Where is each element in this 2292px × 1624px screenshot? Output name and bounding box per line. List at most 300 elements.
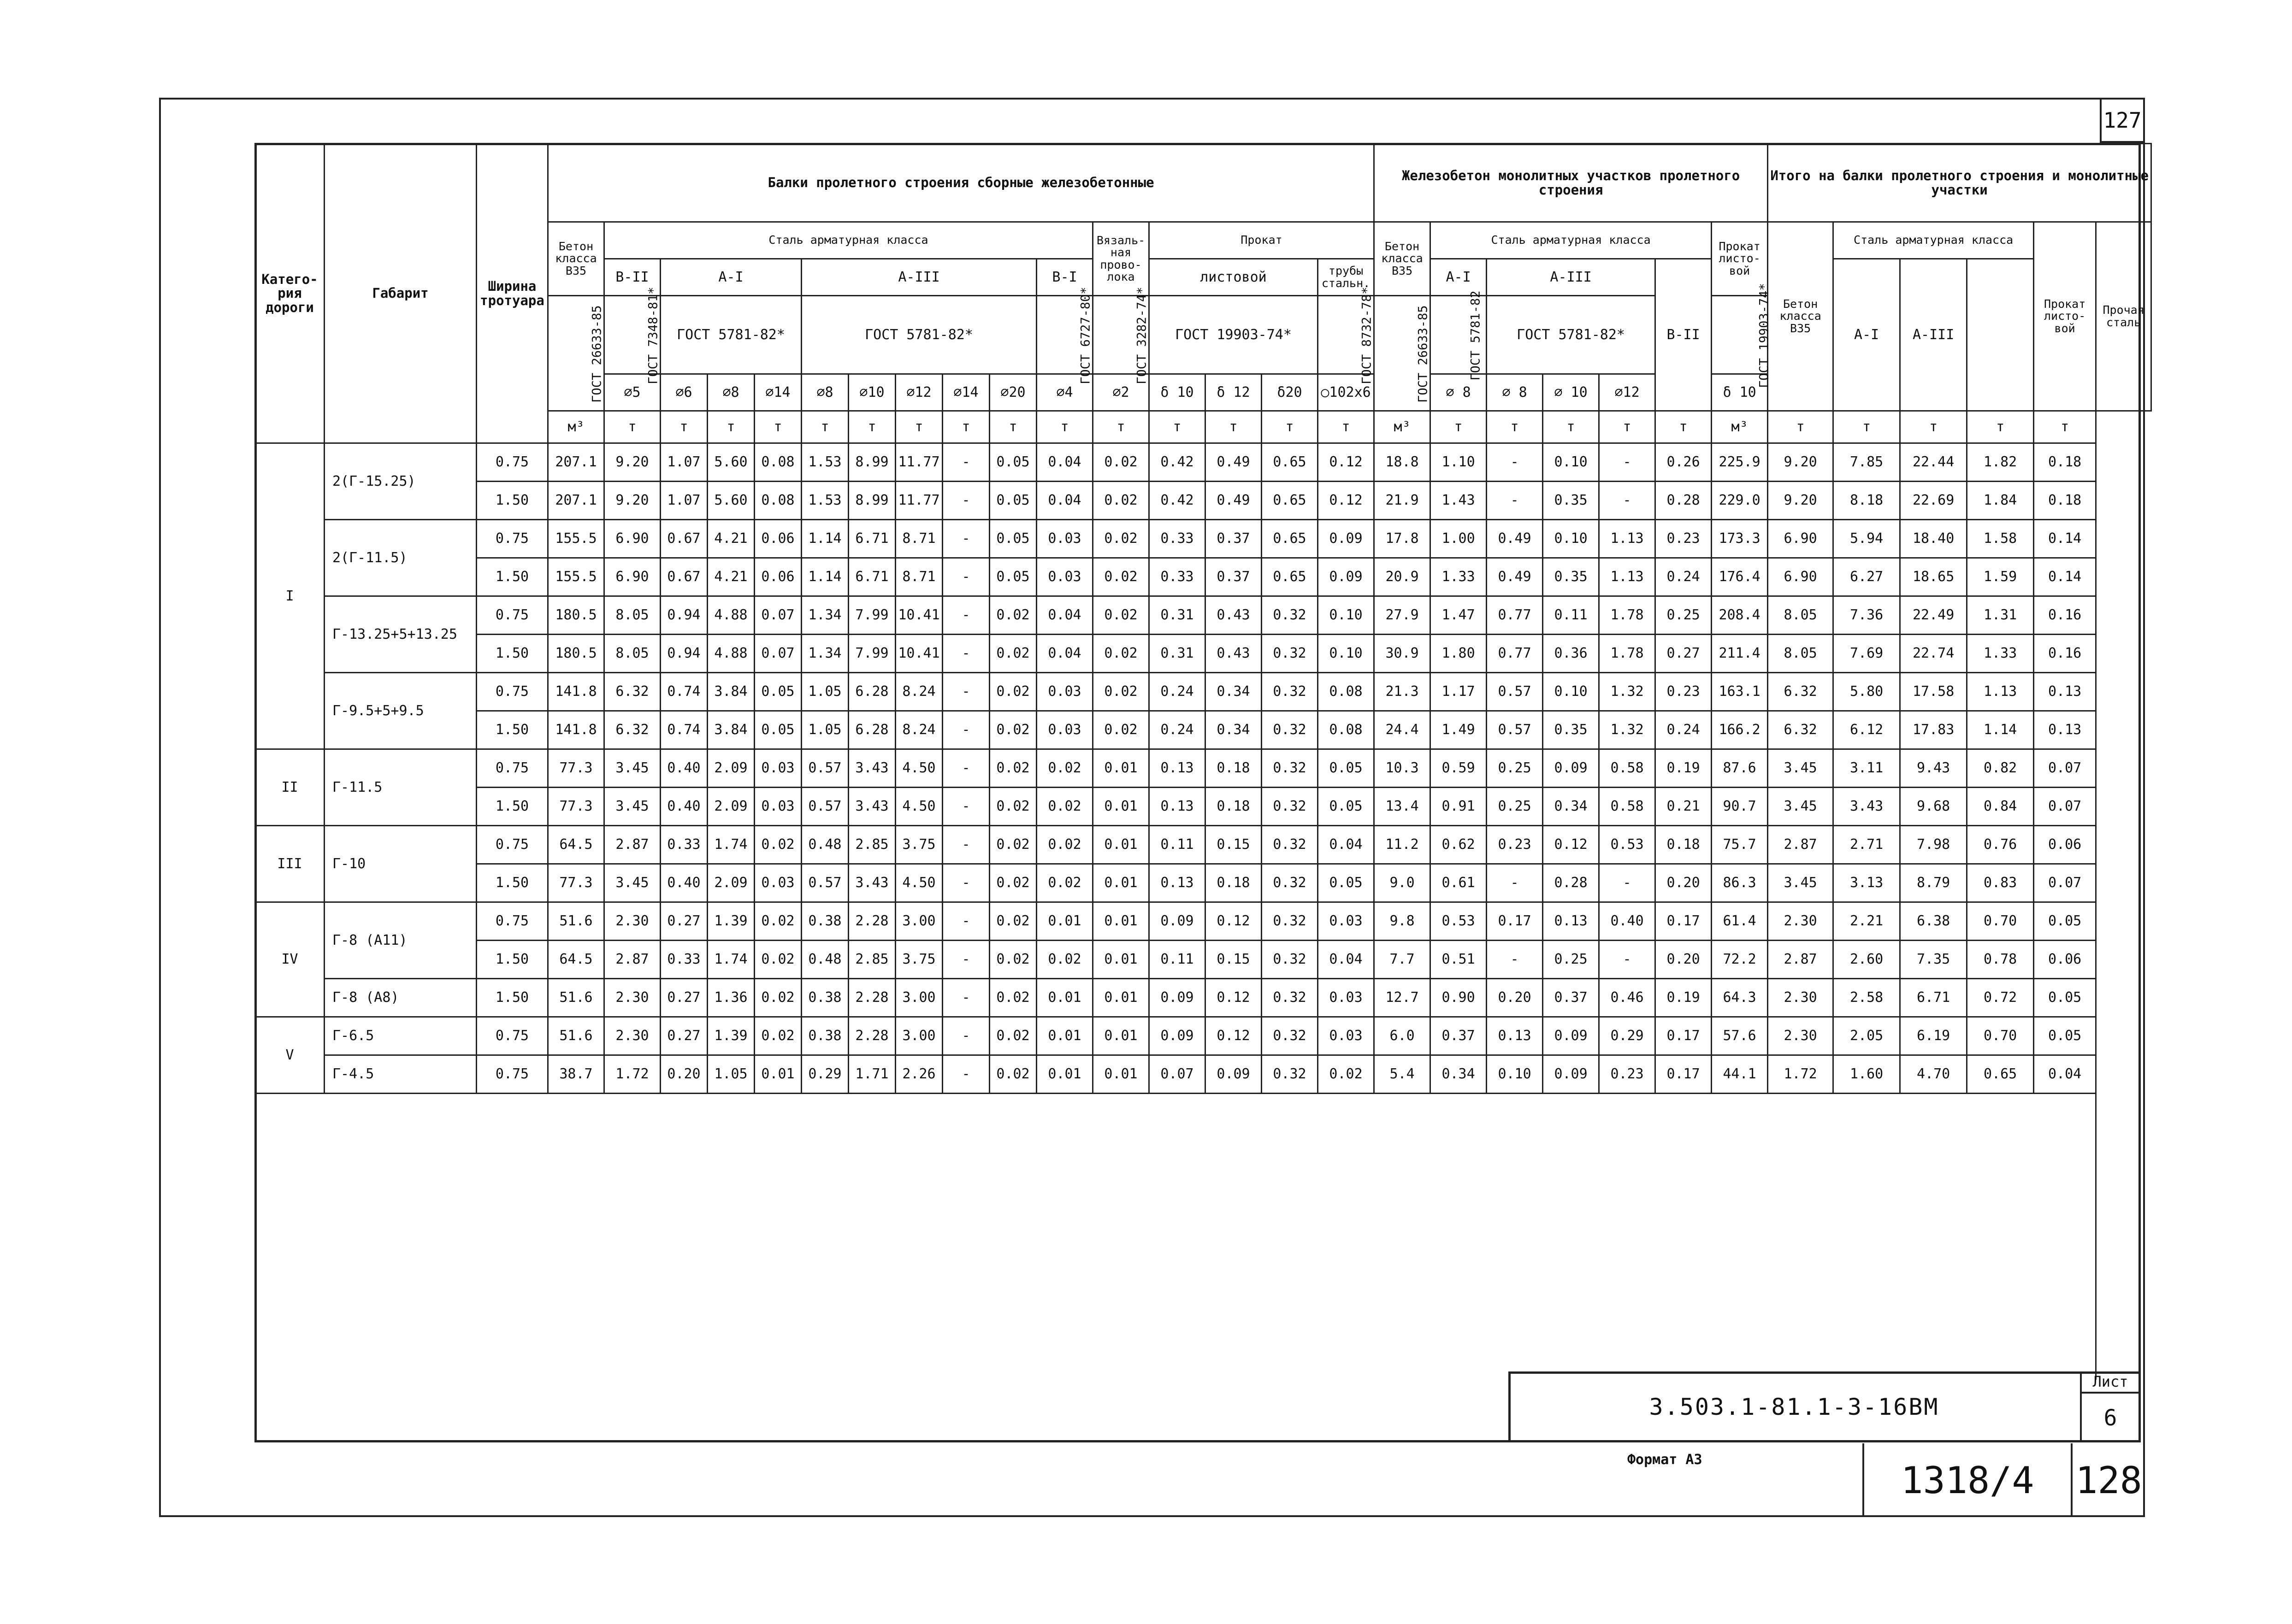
value-cell: 1.49 [1430,711,1487,749]
value-cell: 0.01 [1093,1055,1149,1094]
value-cell: 0.31 [1149,635,1205,673]
value-cell: 4.70 [1900,1055,1967,1094]
value-cell: 0.08 [755,443,802,482]
value-cell: 0.09 [1149,1017,1205,1055]
value-cell: 0.04 [1037,635,1093,673]
value-cell: 51.6 [548,1017,604,1055]
value-cell: 8.99 [849,443,896,482]
value-cell: 2.60 [1833,941,1900,979]
header-gabarit: Габарит [325,144,477,443]
value-cell: 0.02 [755,826,802,864]
value-cell: 1.72 [1768,1055,1833,1094]
value-cell: 0.57 [1487,673,1543,711]
format-label: Формат А3 [1627,1452,1702,1468]
value-cell: 0.19 [1655,749,1712,788]
value-cell: 17.83 [1900,711,1967,749]
value-cell: 0.06 [2034,941,2096,979]
value-cell: 0.11 [1149,826,1205,864]
value-cell: 30.9 [1374,635,1430,673]
value-cell: 0.10 [1318,635,1374,673]
value-cell: 4.21 [708,520,755,558]
value-cell: 0.65 [1967,1055,2034,1094]
value-cell: 4.50 [896,788,943,826]
road-category: I [255,443,325,749]
value-cell: 6.32 [1768,711,1833,749]
unit-cell: т [1768,411,1833,443]
unit-cell: т [708,411,755,443]
table-row [255,1055,2151,1094]
value-cell: 0.02 [755,1017,802,1055]
value-cell: 0.94 [661,635,708,673]
sidewalk-width: 0.75 [477,749,548,788]
value-cell: 8.05 [1768,596,1833,635]
value-cell: 0.53 [1430,902,1487,941]
value-cell: 2.28 [849,902,896,941]
value-cell: 0.40 [661,864,708,902]
value-cell: 0.32 [1262,749,1318,788]
value-cell: 0.13 [2034,673,2096,711]
value-cell: 0.09 [1318,558,1374,596]
unit-cell: т [2034,411,2096,443]
value-cell: 0.04 [2034,1055,2096,1094]
value-cell: 3.00 [896,902,943,941]
value-cell: 0.65 [1262,482,1318,520]
value-cell: 0.74 [661,711,708,749]
value-cell: - [1487,864,1543,902]
value-cell: 2.09 [708,864,755,902]
value-cell: 0.28 [1655,482,1712,520]
header-a3: А-III [802,259,1037,296]
value-cell: 0.37 [1205,558,1262,596]
value-cell: 0.34 [1205,711,1262,749]
page-number-bottom: 128 [2071,1443,2145,1517]
header-concrete-b35: Бетон класса В35 [548,222,604,296]
value-cell: 0.06 [755,520,802,558]
value-cell: 64.5 [548,826,604,864]
gabarit: Г-6.5 [325,1017,477,1055]
value-cell: 1.47 [1430,596,1487,635]
value-cell: 10.41 [896,596,943,635]
value-cell: 0.04 [1037,443,1093,482]
value-cell: 0.13 [1487,1017,1543,1055]
value-cell: 1.13 [1967,673,2034,711]
value-cell: 0.32 [1262,1055,1318,1094]
value-cell: 163.1 [1712,673,1768,711]
value-cell: 0.57 [1487,711,1543,749]
value-cell: 22.74 [1900,635,1967,673]
value-cell: 2.30 [1768,1017,1833,1055]
value-cell: 0.23 [1655,673,1712,711]
value-cell: 208.4 [1712,596,1768,635]
value-cell: 141.8 [548,673,604,711]
value-cell: 0.24 [1655,558,1712,596]
unit-cell: м³ [548,411,604,443]
value-cell: 0.05 [2034,979,2096,1017]
gabarit: Г-11.5 [325,749,477,826]
table-row [255,482,2151,520]
value-cell: 17.58 [1900,673,1967,711]
value-cell: 1.07 [661,482,708,520]
value-cell: 0.42 [1149,482,1205,520]
gabarit: Г-8 (А11) [325,902,477,979]
gabarit: 2(Г-15.25) [325,443,477,520]
value-cell: 155.5 [548,558,604,596]
dim-cell: ⌀14 [755,374,802,411]
value-cell: 0.24 [1149,711,1205,749]
value-cell: 2.30 [1768,902,1833,941]
value-cell: - [1487,482,1543,520]
value-cell: 0.67 [661,520,708,558]
value-cell: 211.4 [1712,635,1768,673]
value-cell: 0.11 [1543,596,1599,635]
value-cell: 0.02 [990,596,1037,635]
value-cell: 1.33 [1430,558,1487,596]
empty-area [255,1094,2151,1380]
value-cell: 0.01 [1093,941,1149,979]
table-row [255,979,2151,1017]
value-cell: 11.77 [896,482,943,520]
value-cell: 1.82 [1967,443,2034,482]
value-cell: 6.32 [604,711,661,749]
value-cell: 0.46 [1599,979,1655,1017]
value-cell: 0.18 [1205,788,1262,826]
value-cell: 10.41 [896,635,943,673]
sidewalk-width: 0.75 [477,520,548,558]
value-cell: 77.3 [548,864,604,902]
value-cell: 0.02 [990,635,1037,673]
value-cell: 2.87 [1768,941,1833,979]
value-cell: 0.94 [661,596,708,635]
dim-cell: ⌀12 [1599,374,1655,411]
header-sheet: листовой [1149,259,1318,296]
value-cell: 0.02 [1037,941,1093,979]
value-cell: 0.06 [2034,826,2096,864]
value-cell: 0.43 [1205,635,1262,673]
value-cell: 0.58 [1599,788,1655,826]
value-cell: 1.74 [708,826,755,864]
value-cell: 0.12 [1205,1017,1262,1055]
value-cell: 0.07 [755,596,802,635]
value-cell: 2.30 [604,1017,661,1055]
value-cell: 0.13 [1543,902,1599,941]
value-cell: 0.12 [1205,902,1262,941]
value-cell: 0.18 [2034,443,2096,482]
value-cell: 0.82 [1967,749,2034,788]
value-cell: 0.40 [661,788,708,826]
value-cell: - [943,520,990,558]
value-cell: 1.05 [802,711,849,749]
value-cell: 5.60 [708,482,755,520]
value-cell: 0.20 [661,1055,708,1094]
value-cell: 0.33 [1149,520,1205,558]
value-cell: 0.25 [1487,749,1543,788]
header-gost-6727: ГОСТ 6727-80* [1037,296,1093,374]
header-category: Катего-рия дороги [255,144,325,443]
value-cell: 0.02 [990,788,1037,826]
value-cell: 9.20 [604,443,661,482]
sidewalk-width: 1.50 [477,864,548,902]
value-cell: 0.34 [1430,1055,1487,1094]
value-cell: 1.31 [1967,596,2034,635]
sidewalk-width: 0.75 [477,1017,548,1055]
value-cell: 12.7 [1374,979,1430,1017]
value-cell: 0.17 [1655,1055,1712,1094]
value-cell: 0.18 [1655,826,1712,864]
value-cell: 22.69 [1900,482,1967,520]
value-cell: 7.99 [849,596,896,635]
unit-cell: т [1833,411,1900,443]
value-cell: 20.9 [1374,558,1430,596]
value-cell: 2.87 [604,941,661,979]
value-cell: 6.32 [604,673,661,711]
table-row [255,902,2151,941]
unit-cell: т [896,411,943,443]
value-cell: 0.07 [2034,788,2096,826]
value-cell: 0.12 [1543,826,1599,864]
sidewalk-width: 0.75 [477,826,548,864]
value-cell: 86.3 [1712,864,1768,902]
sidewalk-width: 1.50 [477,788,548,826]
value-cell: 0.38 [802,1017,849,1055]
value-cell: 0.32 [1262,902,1318,941]
value-cell: 0.02 [990,826,1037,864]
value-cell: 18.40 [1900,520,1967,558]
value-cell: 1.53 [802,443,849,482]
header-rolled-sheet-total: Прокат листо-вой [2034,222,2096,411]
value-cell: 1.58 [1967,520,2034,558]
sidewalk-width: 0.75 [477,902,548,941]
dim-cell: δ 10 [1149,374,1205,411]
value-cell: 0.05 [990,482,1037,520]
header-a3-mono: А-III [1487,259,1655,296]
header-a1-mono: А-I [1430,259,1487,296]
header-gost-19903-mono: ГОСТ 19903-74* [1712,296,1768,374]
value-cell: 0.01 [755,1055,802,1094]
sidewalk-width: 1.50 [477,635,548,673]
value-cell: 0.05 [2034,902,2096,941]
header-gost-26633: ГОСТ 26633-85 [548,296,604,411]
value-cell: 7.99 [849,635,896,673]
value-cell: 11.77 [896,443,943,482]
value-cell: 6.90 [1768,520,1833,558]
value-cell: 0.83 [1967,864,2034,902]
value-cell: 0.15 [1205,941,1262,979]
unit-cell: т [1599,411,1655,443]
value-cell: 2.21 [1833,902,1900,941]
value-cell: 0.08 [755,482,802,520]
value-cell: 0.13 [1149,788,1205,826]
value-cell: 1.84 [1967,482,2034,520]
value-cell: 1.39 [708,1017,755,1055]
header-a1: А-I [661,259,802,296]
value-cell: 0.01 [1093,826,1149,864]
value-cell: 2.05 [1833,1017,1900,1055]
value-cell: 0.24 [1149,673,1205,711]
value-cell: 18.65 [1900,558,1967,596]
value-cell: 5.60 [708,443,755,482]
value-cell: 0.05 [1318,788,1374,826]
value-cell: 0.05 [990,520,1037,558]
unit-cell: т [1205,411,1262,443]
value-cell: 6.28 [849,711,896,749]
value-cell: 2.30 [604,902,661,941]
value-cell: 0.35 [1543,482,1599,520]
value-cell: 9.43 [1900,749,1967,788]
value-cell: 0.14 [2034,558,2096,596]
value-cell: 0.02 [1093,558,1149,596]
table-row [255,788,2151,826]
header-wire: Вязаль-ная прово-лока [1093,222,1149,296]
value-cell: 0.61 [1430,864,1487,902]
header-gost-5781-a1-mono: ГОСТ 5781-82 [1430,296,1487,374]
sidewalk-width: 0.75 [477,1055,548,1094]
value-cell: 0.91 [1430,788,1487,826]
value-cell: 8.24 [896,711,943,749]
value-cell: 1.72 [604,1055,661,1094]
value-cell: 21.9 [1374,482,1430,520]
unit-cell: т [1262,411,1318,443]
value-cell: 0.20 [1655,864,1712,902]
value-cell: 0.59 [1430,749,1487,788]
value-cell: 9.8 [1374,902,1430,941]
value-cell: 8.71 [896,520,943,558]
value-cell: 0.07 [2034,864,2096,902]
unit-cell: т [1318,411,1374,443]
value-cell: 0.17 [1655,902,1712,941]
value-cell: 0.65 [1262,558,1318,596]
value-cell: 0.02 [990,711,1037,749]
unit-cell: т [1543,411,1599,443]
value-cell: 57.6 [1712,1017,1768,1055]
road-category: V [255,1017,325,1094]
gabarit: 2(Г-11.5) [325,520,477,596]
value-cell: 0.09 [1543,1055,1599,1094]
value-cell: 0.07 [1149,1055,1205,1094]
value-cell: 0.49 [1487,520,1543,558]
value-cell: 0.77 [1487,596,1543,635]
value-cell: 2.71 [1833,826,1900,864]
value-cell: 0.07 [2034,749,2096,788]
value-cell: 0.05 [990,558,1037,596]
value-cell: 1.13 [1599,558,1655,596]
value-cell: 6.90 [1768,558,1833,596]
header-gost-26633-mono: ГОСТ 26633-85 [1374,296,1430,411]
value-cell: 0.02 [755,902,802,941]
value-cell: 0.23 [1599,1055,1655,1094]
sidewalk-width: 1.50 [477,979,548,1017]
value-cell: 77.3 [548,749,604,788]
dim-cell: ⌀12 [896,374,943,411]
value-cell: 2.58 [1833,979,1900,1017]
value-cell: 0.03 [1037,711,1093,749]
value-cell: 0.33 [661,941,708,979]
value-cell: 2.87 [1768,826,1833,864]
road-category: III [255,826,325,902]
value-cell: - [943,979,990,1017]
value-cell: 0.65 [1262,520,1318,558]
value-cell: 0.02 [1318,1055,1374,1094]
unit-cell: м³ [1712,411,1768,443]
value-cell: 3.00 [896,979,943,1017]
value-cell: 7.36 [1833,596,1900,635]
value-cell: 2.09 [708,749,755,788]
value-cell: 0.23 [1655,520,1712,558]
value-cell: 1.32 [1599,673,1655,711]
value-cell: 0.03 [1037,558,1093,596]
value-cell: 7.85 [1833,443,1900,482]
value-cell: 21.3 [1374,673,1430,711]
value-cell: 22.49 [1900,596,1967,635]
value-cell: 0.10 [1487,1055,1543,1094]
value-cell: 0.09 [1205,1055,1262,1094]
value-cell: 0.42 [1149,443,1205,482]
value-cell: 0.19 [1655,979,1712,1017]
value-cell: 0.05 [990,443,1037,482]
value-cell: 1.60 [1833,1055,1900,1094]
dim-cell: ⌀ 8 [1430,374,1487,411]
dim-cell: ⌀8 [802,374,849,411]
value-cell: 0.74 [661,673,708,711]
value-cell: 0.02 [1037,788,1093,826]
value-cell: 9.20 [1768,482,1833,520]
unit-cell: т [1967,411,2034,443]
value-cell: 0.33 [1149,558,1205,596]
value-cell: 7.69 [1833,635,1900,673]
value-cell: 2.85 [849,826,896,864]
value-cell: 2.28 [849,979,896,1017]
value-cell: 0.02 [1093,596,1149,635]
value-cell: 0.90 [1430,979,1487,1017]
unit-cell: т [1487,411,1543,443]
value-cell: 0.33 [661,826,708,864]
header-a3-total: А-III [1900,259,1967,411]
value-cell: 22.44 [1900,443,1967,482]
value-cell: 4.50 [896,864,943,902]
header-width: Ширина тротуара [477,144,548,443]
value-cell: - [1599,941,1655,979]
value-cell: 1.32 [1599,711,1655,749]
value-cell: 0.09 [1543,749,1599,788]
dim-cell: ⌀14 [943,374,990,411]
value-cell: - [1487,443,1543,482]
value-cell: 9.20 [604,482,661,520]
value-cell: 0.27 [1655,635,1712,673]
unit-cell: т [1655,411,1712,443]
value-cell: 3.45 [604,864,661,902]
value-cell: 0.28 [1543,864,1599,902]
value-cell: 207.1 [548,482,604,520]
value-cell: 0.10 [1543,520,1599,558]
value-cell: 0.05 [1318,864,1374,902]
value-cell: - [943,443,990,482]
value-cell: 5.94 [1833,520,1900,558]
value-cell: 0.03 [1318,1017,1374,1055]
value-cell: 5.80 [1833,673,1900,711]
unit-cell: т [1093,411,1149,443]
value-cell: 1.13 [1599,520,1655,558]
header-rolled: Прокат [1149,222,1374,259]
value-cell: 0.48 [802,941,849,979]
value-cell: 0.06 [755,558,802,596]
value-cell: 7.7 [1374,941,1430,979]
sidewalk-width: 1.50 [477,558,548,596]
value-cell: 0.01 [1093,1017,1149,1055]
value-cell: 1.59 [1967,558,2034,596]
header-other-steel: Прочая сталь [2096,222,2151,411]
table-row [255,941,2151,979]
value-cell: 9.0 [1374,864,1430,902]
value-cell: 6.32 [1768,673,1833,711]
